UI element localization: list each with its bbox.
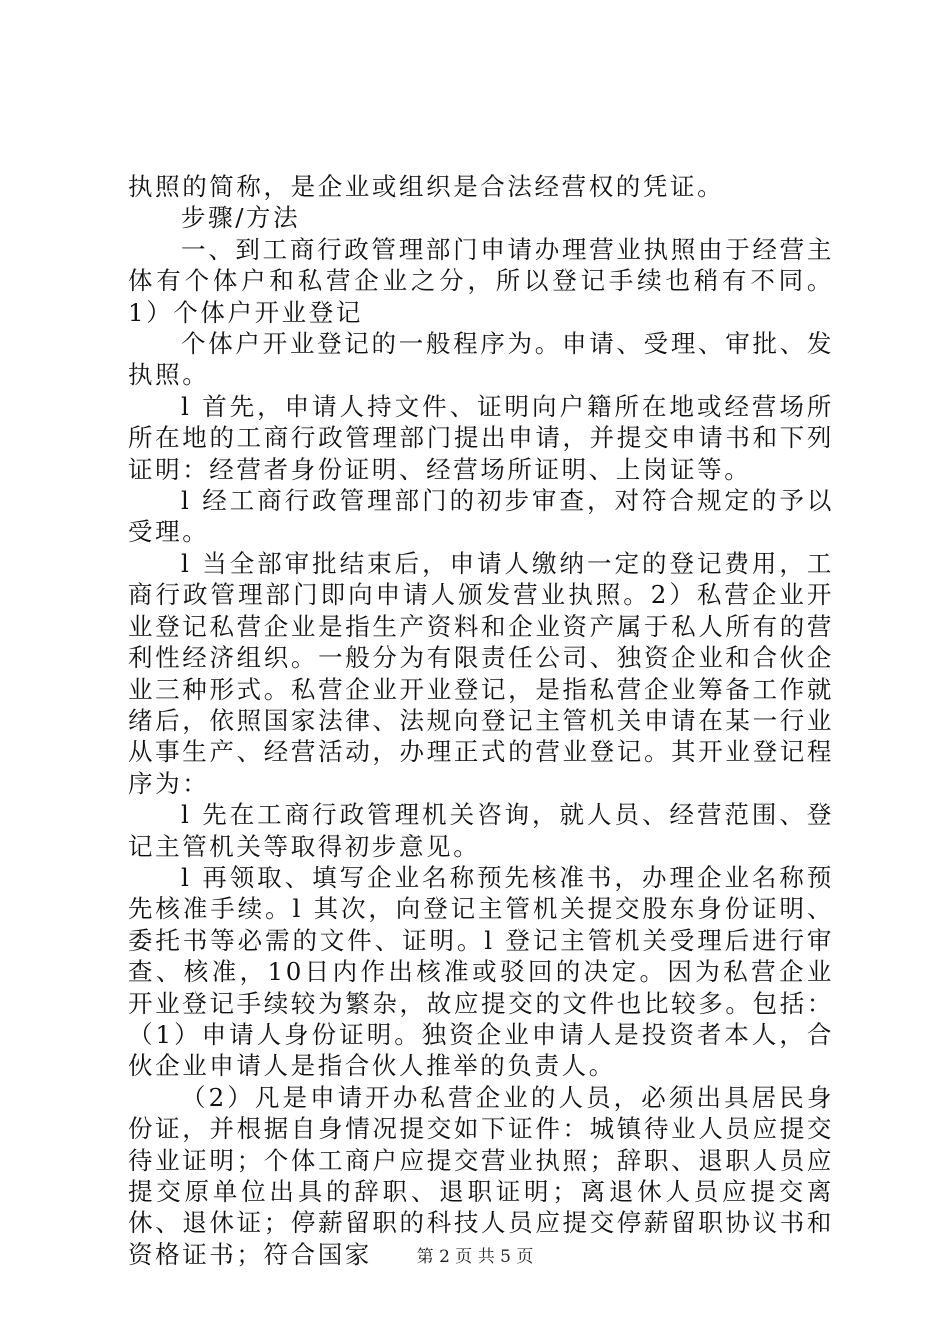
paragraph: 执照的简称，是企业或组织是合法经营权的凭证。	[128, 172, 725, 201]
paragraph: （2）凡是申请开办私营企业的人员，必须出具居民身份证，并根据自身情况提交如下证件：城镇待业人员应提交待业证明；个体工商户应提交营业执照；辞职、退职人员应提交原单位出具的辞职、退职证明；离退休人员应提交离休、退休证；停薪留职的科技人员应提交停薪留职协议书和资格证书；符合国家	[128, 1082, 834, 1269]
list-item: l 先在工商行政管理机关咨询，就人员、经营范围、登记主管机关等取得初步意见。	[128, 800, 834, 861]
list-item: l 经工商行政管理部门的初步审查，对符合规定的予以受理。	[128, 486, 834, 547]
list-item: l 再领取、填写企业名称预先核准书，办理企业名称预先核准手续。l 其次，向登记主管机关提交股东身份证明、委托书等必需的文件、证明。l 登记主管机关受理后进行审查、核准，10日内作出核准或驳回的决定。因为私营企业开业登记手续较为繁杂，故应提交的文件也比较多。包括：（1）申请人身份证明。独资企业申请人是投资者本人，合伙企业申请人是指合伙人推举的负责人。	[128, 862, 834, 1081]
page-number-footer: 第 2 页 共 5 页	[416, 1247, 534, 1267]
list-item: l 首先，申请人持文件、证明向户籍所在地或经营场所所在地的工商行政管理部门提出申请，并提交申请书和下列证明：经营者身份证明、经营场所证明、上岗证等。	[128, 391, 834, 484]
paragraph: 一、到工商行政管理部门申请办理营业执照由于经营主体有个体户和私营企业之分，所以登记手续也稍有不同。1）个体户开业登记	[128, 234, 834, 327]
paragraph: 个体户开业登记的一般程序为。申请、受理、审批、发执照。	[128, 329, 834, 390]
document-body	[128, 171, 834, 1270]
list-item: l 当全部审批结束后，申请人缴纳一定的登记费用，工商行政管理部门即向申请人颁发营业执照。2）私营企业开业登记私营企业是指生产资料和企业资产属于私人所有的营利性经济组织。一般分为有限责任公司、独资企业和合伙企业三种形式。私营企业开业登记，是指私营企业筹备工作就绪后，依照国家法律、法规向登记主管机关申请在某一行业从事生产、经营活动，办理正式的营业登记。其开业登记程序为：	[128, 548, 834, 798]
section-heading: 步骤/方法	[181, 203, 301, 233]
